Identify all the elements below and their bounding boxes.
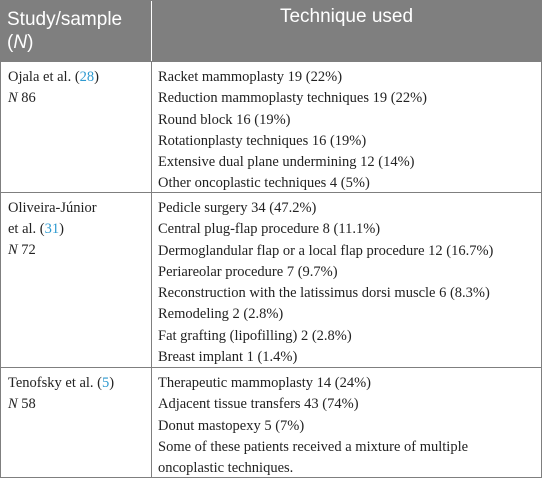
header-study-sample [7, 8, 147, 54]
sample-n-value: 58 [17, 396, 36, 412]
technique-cell [158, 373, 536, 479]
sample-n-label: N [8, 90, 18, 106]
header-technique-used [151, 1, 541, 61]
header-paren-open: ( [7, 32, 14, 53]
study-cell [8, 198, 148, 261]
technique-note: Some of these patients received a mixture of multiple oncoplastic techniques. [158, 438, 469, 477]
header-n: N [13, 32, 28, 53]
technique-item: Pedicle surgery 34 (47.2%) [158, 200, 317, 216]
study-name-close: ) [59, 221, 64, 237]
study-cell [8, 67, 148, 109]
sample-size [8, 88, 148, 109]
sample-n-label: N [8, 396, 18, 412]
technique-item: Racket mammoplasty 19 (22%) [158, 69, 343, 85]
study-name-text: Tenofsky et al. ( [8, 375, 103, 391]
study-name [8, 67, 148, 88]
study-name-line2 [8, 219, 148, 240]
sample-size [8, 240, 148, 261]
table-row [1, 61, 541, 193]
table-header [1, 1, 541, 61]
technique-item: Donut mastopexy 5 (7%) [158, 417, 305, 434]
study-name-text: Ojala et al. ( [8, 69, 80, 85]
technique-item: Reconstruction with the latissimus dorsi muscle 6 (8.3%) [158, 285, 490, 302]
technique-item: Extensive dual plane undermining 12 (14%) [158, 154, 415, 171]
technique-item: Fat grafting (lipofilling) 2 (2.8%) [158, 327, 352, 344]
reference-link[interactable]: 5 [102, 375, 110, 391]
sample-size [8, 394, 148, 415]
study-cell [8, 373, 148, 415]
header-paren-close: ) [27, 32, 34, 53]
sample-n-value: 72 [17, 242, 36, 258]
study-name-close: ) [109, 375, 115, 391]
technique-item: Dermoglandular flap or a local flap procedure 12 (16.7%) [158, 242, 494, 259]
technique-item: Breast implant 1 (1.4%) [158, 349, 298, 366]
technique-item: Round block 16 (19%) [158, 111, 291, 128]
technique-item: Reduction mammoplasty techniques 19 (22%) [158, 90, 428, 107]
technique-item: Other oncoplastic techniques 4 (5%) [158, 175, 370, 192]
header-technique-used-text: Technique used [279, 6, 414, 27]
sample-n-value: 86 [17, 90, 36, 106]
reference-link[interactable]: 28 [79, 69, 95, 85]
study-name [8, 373, 148, 394]
technique-item: Central plug-flap procedure 8 (11.1%) [158, 221, 381, 238]
sample-n-label: N [8, 242, 18, 258]
header-study-sample-text: Study/sample [7, 9, 123, 30]
technique-item: Therapeutic mammoplasty 14 (24%) [158, 375, 372, 391]
technique-item: Adjacent tissue transfers 43 (74%) [158, 396, 359, 413]
technique-item: Periareolar procedure 7 (9.7%) [158, 263, 338, 280]
technique-cell [158, 67, 536, 195]
study-name-line1: Oliveira-Júnior [8, 200, 97, 216]
study-name-close: ) [94, 69, 100, 85]
technique-item: Remodeling 2 (2.8%) [158, 306, 284, 323]
reference-link[interactable]: 31 [44, 221, 60, 237]
table-row [1, 192, 541, 368]
technique-cell [158, 198, 536, 368]
technique-item: Rotationplasty techniques 16 (19%) [158, 132, 367, 149]
table-row [1, 367, 541, 478]
study-name-text: et al. ( [8, 221, 45, 237]
